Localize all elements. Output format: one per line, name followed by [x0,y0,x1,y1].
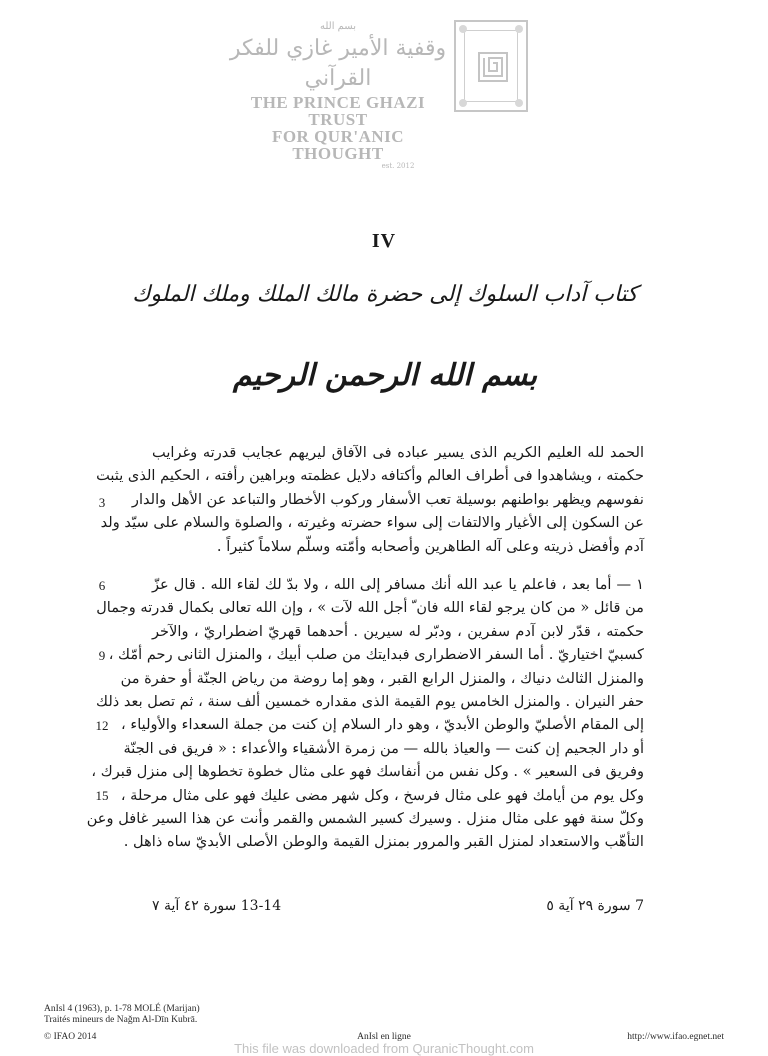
copyright: © IFAO 2014 [44,1032,97,1042]
watermark-english-line2: FOR QUR'ANIC THOUGHT [271,127,405,163]
watermark-arabic-name: وقفية الأمير غازي للفكر القرآني [229,36,447,91]
chapter-numeral: IV [371,230,397,252]
line-number: 9 [98,648,106,663]
paragraph-1 [96,441,644,558]
footnote-ref: 7 سورة ٢٩ آية ٥ [546,898,644,914]
watermark-small-text: بسم الله [319,21,357,32]
download-notice: This file was downloaded from QuranicThought.com [234,1041,534,1056]
text-line: حكمته ، قدّر لابن آدم سفرين ، ودبّر له سيرين . أحدهما قهريّ اضطراريّ ، والآخر [152,622,644,640]
text-line: آدم وأفضل ذريته وعلى آله الطاهرين وأصحابه وأمّته وسلّم سلاماً كثيراً . [216,537,644,555]
line-number: 12 [95,718,109,733]
line-number: 6 [98,578,106,593]
basmala: بسم الله الرحمن الرحيم [232,358,538,393]
text-line: والمنزل الثالث دنياك ، والمنزل الرابع القبر ، وهو إما روضة من رياض الجنّة أو حفرة من [120,669,644,687]
text-line: حفر النيران . والمنزل الخامس يوم القيمة الذى مقداره خمسين ألف سنة ، ثم تصل بعد ذلك [96,692,644,710]
footer-center: AnIsl en ligne [357,1032,411,1042]
footnote [152,895,644,917]
footer-url-link[interactable]: http://www.ifao.egnet.net [627,1032,724,1042]
text-line: التأهّب والاستعداد لمنزل القبر والمرور بمنزل القيمة والوطن الأصلى الأبديّ ساه ذاهل . [123,833,644,851]
text-line: إلى المقام الأصليّ والوطن الأبديّ ، وهو دار السلام إن كنت من جملة السعداء والأولياء ، [121,716,644,734]
footnote-ref: 13-14 سورة ٤٢ آية ٧ [152,898,282,914]
watermark-est: est. 2012 [381,162,415,170]
book-title: كتاب آداب السلوك إلى حضرة مالك الملك وملك الملوك [132,282,638,307]
citation [44,1004,200,1026]
text-line: من قائل « من كان يرجو لقاء الله فان ّ أجل الله لآت » ، وإن الله تعالى بكمال قدرته وجمال [96,599,644,617]
text-line: كسبيّ اختياريّ . أما السفر الاضطرارى فبدايتك من صلب أبيك ، والمنزل الثانى رحم أمّك ، [108,646,644,664]
text-line: الحمد لله العليم الكريم الذى يسير عباده فى الآفاق ليريهم عجايب قدرته وغرايب [152,444,644,461]
citation-line: Traités mineurs de Naǧm Al-Dīn Kubrā. [44,1015,198,1025]
text-line: ١ — أما بعد ، فاعلم يا عبد الله أنك مسافر إلى الله ، ولا بدّ لك لقاء الله . قال عزّ [152,576,644,593]
citation-line: AnIsl 4 (1963), p. 1-78 MOLÉ (Marijan) [44,1004,200,1014]
line-number: 3 [98,495,106,510]
watermark-text-block [228,20,448,170]
text-line: حكمته ، ويشاهدوا فى أطراف العالم وأكتافه دلايل عظمته وبراهين رأفته ، الحكيم الذى يثبت [96,467,644,485]
watermark-english-line1: THE PRINCE GHAZI TRUST [250,93,426,129]
line-number: 15 [95,788,109,803]
kufic-square-logo-icon [454,20,528,112]
text-line: عن السكون إلى الأغيار والالتفات إلى سواء حضرته وغيرته ، والصلوة والسلام على سيّد ولد [100,514,644,532]
text-line: وكلّ سنة فهو على مثال منزل . وسيرك كسير الشمس والقمر وأنت عن هذا السير غافل وعن [86,809,644,827]
text-line: أو دار الجحيم إن كنت — والعياذ بالله — من زمرة الأشقياء والأعداء : « فريق فى الجنّة [123,739,644,757]
text-line: نفوسهم ويظهر بواطنهم بوسيلة تعب الأسفار وركوب الأخطار والتباعد عن الأهل والدار [131,490,644,508]
text-line: وكل يوم من أيامك فهو على مثال فرسخ ، وكل شهر مضى عليك فهو على مثال مرحلة ، [120,786,644,804]
watermark-header [228,20,528,170]
text-line: وفريق فى السعير » . وكل نفس من أنفاسك فهو على مثال خطوة تخطوها إلى منزل قبرك ، [91,763,644,781]
